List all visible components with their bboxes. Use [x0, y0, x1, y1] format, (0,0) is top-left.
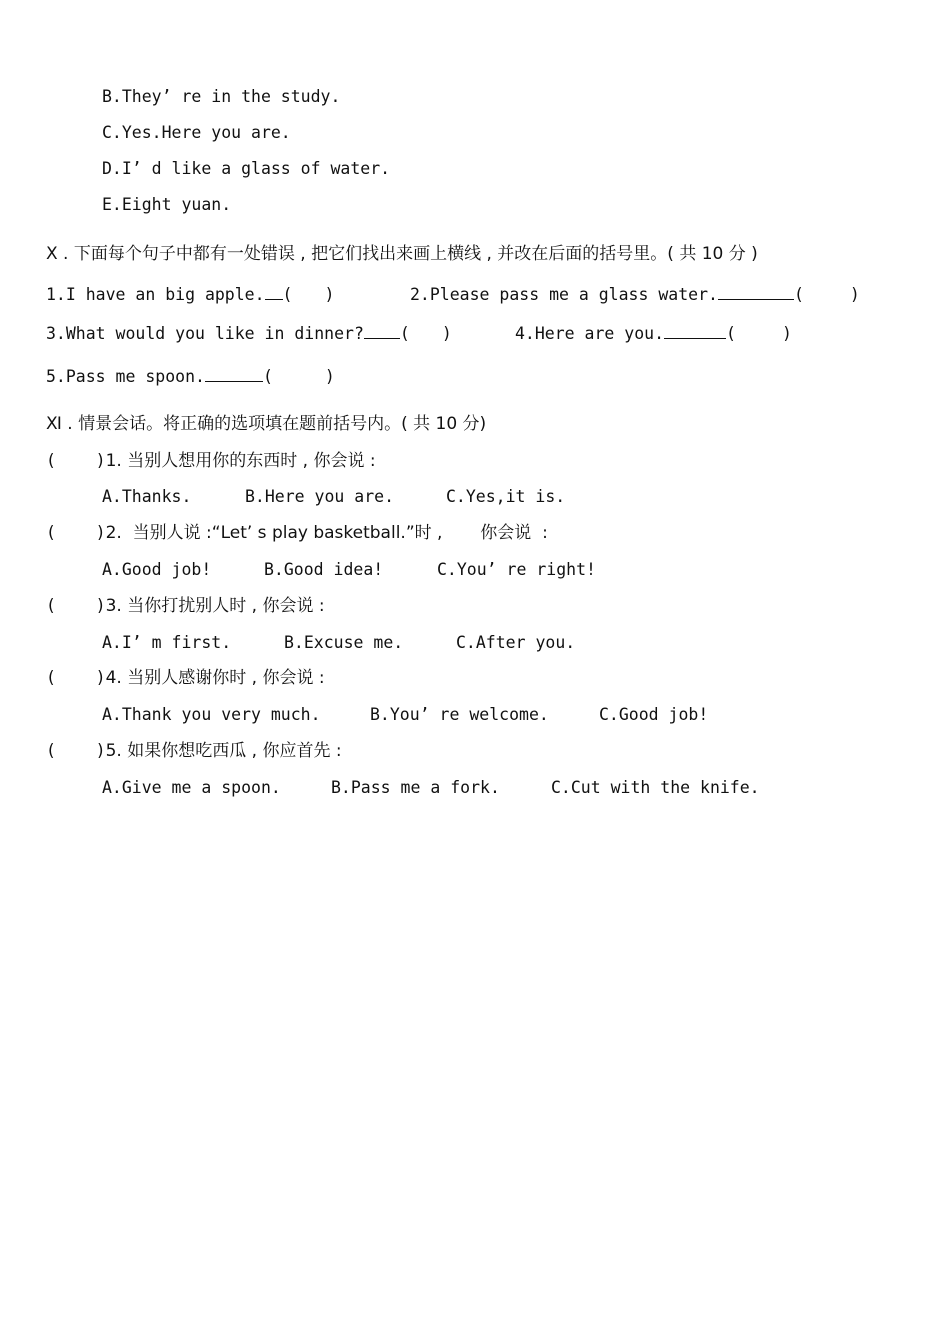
- answer-blank[interactable]: [265, 284, 283, 300]
- answer-paren[interactable]: ( ): [46, 451, 106, 470]
- question-5-option-a: A.Give me a spoon.: [102, 778, 281, 797]
- question-5-option-c: C.Cut with the knife.: [551, 778, 760, 797]
- error-item-3: [46, 323, 452, 344]
- paren-close: ): [324, 367, 335, 386]
- question-1-option-c: C.Yes,it is.: [446, 487, 566, 506]
- error-item-5-text: 5.Pass me spoon.: [46, 367, 205, 386]
- prev-option-b: B.They’ re in the study.: [102, 87, 341, 106]
- error-item-4-text: 4.Here are you.: [515, 324, 665, 343]
- question-1-prompt: 1. 当别人想用你的东西时 , 你会说 :: [105, 451, 376, 471]
- prev-option-e: E.Eight yuan.: [102, 195, 232, 214]
- question-4-option-c: C.Good job!: [599, 705, 709, 724]
- answer-blank[interactable]: [664, 323, 726, 339]
- dialog-question-4: [46, 668, 325, 688]
- question-3-option-b: B.Excuse me.: [284, 633, 404, 652]
- dialog-question-2: [46, 523, 548, 543]
- dialog-question-3: [46, 596, 325, 616]
- error-item-4: [515, 323, 792, 344]
- answer-paren[interactable]: ( ): [46, 596, 106, 615]
- answer-blank[interactable]: [205, 366, 263, 382]
- question-4-option-b: B.You’ re welcome.: [370, 705, 549, 724]
- paren-open: (: [726, 324, 736, 343]
- error-item-2: [410, 284, 860, 305]
- paren-close: ): [781, 324, 792, 343]
- question-3-option-a: A.I’ m first.: [102, 633, 232, 652]
- question-2-option-c: C.You’ re right!: [437, 560, 596, 579]
- prev-option-d: D.I’ d like a glass of water.: [102, 159, 391, 178]
- question-4-option-a: A.Thank you very much.: [102, 705, 321, 724]
- error-item-2-text: 2.Please pass me a glass water.: [410, 285, 718, 304]
- error-item-1-text: 1.I have an big apple.: [46, 285, 265, 304]
- question-1-option-b: B.Here you are.: [245, 487, 395, 506]
- answer-blank[interactable]: [364, 323, 400, 339]
- paren-close: ): [324, 285, 335, 304]
- answer-paren[interactable]: ( ): [46, 741, 106, 760]
- question-5-option-b: B.Pass me a fork.: [331, 778, 500, 797]
- paren-close: ): [849, 285, 860, 304]
- prev-option-c: C.Yes.Here you are.: [102, 123, 291, 142]
- section-10-heading: Ⅹ . 下面每个句子中都有一处错误 , 把它们找出来画上横线 , 并改在后面的括号里。( 共 10 分 ): [46, 244, 758, 264]
- answer-paren[interactable]: ( ): [46, 668, 106, 687]
- answer-paren[interactable]: ( ): [46, 523, 106, 542]
- dialog-question-5: [46, 741, 342, 761]
- paren-open: (: [793, 285, 804, 304]
- answer-blank[interactable]: [718, 284, 794, 300]
- question-1-option-a: A.Thanks.: [102, 487, 192, 506]
- error-item-5: [46, 366, 335, 387]
- question-4-prompt: 4. 当别人感谢你时 , 你会说 :: [105, 668, 325, 688]
- error-item-3-text: 3.What would you like in dinner?: [46, 324, 364, 343]
- question-2-prompt: 2. 当别人说 :“Let’ s play basketball.”时 , 你会说 :: [105, 523, 548, 543]
- question-3-option-c: C.After you.: [456, 633, 576, 652]
- question-2-option-b: B.Good idea!: [264, 560, 384, 579]
- paren-close: ): [441, 324, 452, 343]
- question-3-prompt: 3. 当你打扰别人时 , 你会说 :: [105, 596, 325, 616]
- error-item-1: [46, 284, 334, 305]
- section-11-heading: Ⅺ . 情景会话。将正确的选项填在题前括号内。( 共 10 分): [46, 414, 487, 434]
- dialog-question-1: [46, 451, 376, 471]
- question-5-prompt: 5. 如果你想吃西瓜 , 你应首先 :: [105, 741, 342, 761]
- question-2-option-a: A.Good job!: [102, 560, 212, 579]
- paren-open: (: [262, 367, 273, 386]
- paren-open: (: [399, 324, 410, 343]
- paren-open: (: [282, 285, 293, 304]
